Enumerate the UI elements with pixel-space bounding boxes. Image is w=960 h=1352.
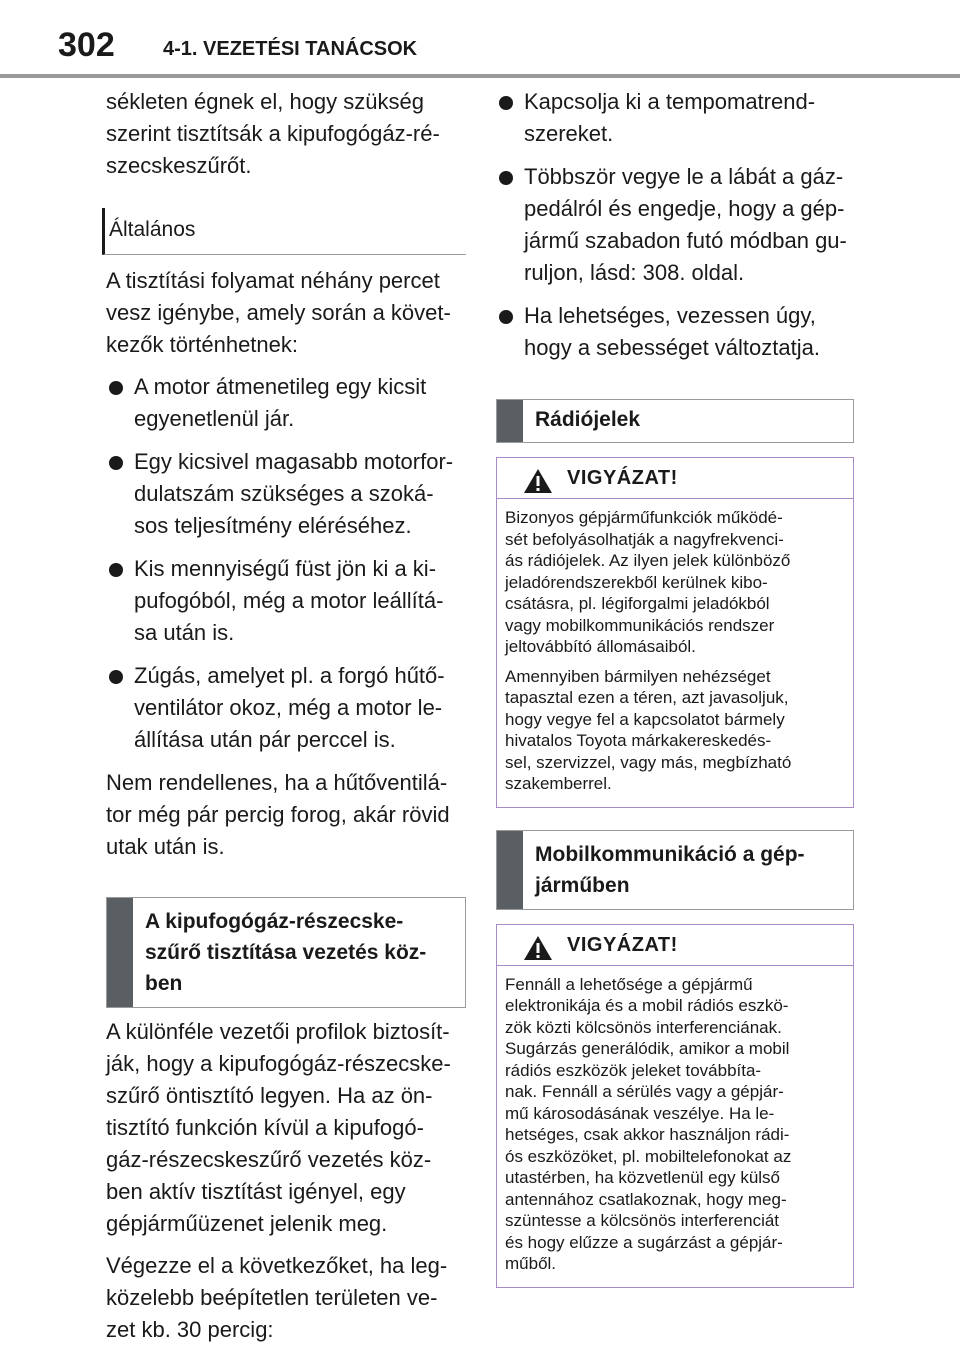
warning-paragraph: Fennáll a lehetősége a gépjármű elektronikája és a mobil rádiós eszkö- zök közti kölcsönös interferenciának. Sugárzás generálódik, amikor a mobil rádiós eszközök jeleket továbbíta- nak. Fennáll a sérülés vagy a gépjár- mű károsodásának veszélye. Ha le- hetséges, csak akkor használjon rádi- ós eszközöket, pl. mobiltelefonokat az utastérben, ha közvetlenül egy külső antennához csatlakoznak, hogy meg- szüntesse a kölcsönös interferenciát és hogy elűzze a sugárzást a gépjár- műből. [505,974,792,1273]
warning-box-mobile [496,924,854,1288]
page-number: 302 [58,26,115,64]
bullet-icon [499,96,513,110]
warning-triangle-icon [523,468,553,494]
warning-paragraph: Bizonyos gépjárműfunkciók működé- sét befolyásolhatják a nagyfrekvenci- ás rádiójelek. Az ilyen jelek különböző jeladórendszerekből kerülnek kibo- csátásra, pl. légiforgalmi jeladókból vagy mobilkommunikációs rendszer jeltovábbító állomásaiból. [505,508,791,656]
section-heading-filter-cleaning: A kipufogógáz-részecske- szűrő tisztítása vezetés köz- ben [106,897,466,1008]
header-rule [0,74,960,78]
warning-triangle-icon [523,935,553,961]
paragraph-instructions: Végezze el a következőket, ha leg- közelebb beépítetlen területen ve- zet kb. 30 percig: [106,1253,448,1342]
bullet-item: Egy kicsivel magasabb motorfor- dulatszám szükséges a szoká- sos teljesítmény eléréséhez. [106,446,466,542]
paragraph-cleaning-process: A tisztítási folyamat néhány percet vesz igénybe, amely során a követ- kezők történhetnek: [106,268,451,357]
section-heading-radio-signals: Rádiójelek [496,399,854,443]
page-header [0,0,960,80]
bullet-icon [109,381,123,395]
bullet-item: Ha lehetséges, vezessen úgy, hogy a sebességet változtatja. [496,300,856,364]
heading-bar [497,400,523,442]
section-title: 4-1. VEZETÉSI TANÁCSOK [163,38,418,60]
heading-bar [497,831,523,909]
heading-bar [107,898,133,1007]
bullet-item: Zúgás, amelyet pl. a forgó hűtő- ventilátor okoz, még a motor le- állítása után pár perccel is. [106,660,466,756]
bullet-icon [499,171,513,185]
warning-title: VIGYÁZAT! [567,467,678,489]
paragraph-fan-note: Nem rendellenes, ha a hűtőventilá- tor még pár percig forog, akár rövid utak után is. [106,770,450,859]
paragraph-driving-profiles: A különféle vezetői profilok biztosít- ják, hogy a kipufogógáz-részecske- szűrő öntisztító legyen. Ha az ön- tisztító funkción kívül a kipufogó- gáz-részecskeszűrő vezetés köz- ben aktív tisztítást igényel, egy gépjárműüzenet jelenik meg. [106,1019,451,1236]
warning-box-radio [496,457,854,808]
warning-paragraph: Amennyiben bármilyen nehézséget tapasztal ezen a téren, azt javasoljuk, hogy vegye fel a kapcsolatot bármely hivatalos Toyota márkakereskedés- sel, szervizzel, vagy más, megbízható szakemberrel. [505,666,792,793]
bullet-icon [499,310,513,324]
section-heading-mobile-communication: Mobilkommunikáció a gép- járműben [496,830,854,910]
bullet-item: A motor átmenetileg egy kicsit egyenetlenül jár. [106,371,466,435]
intro-paragraph: sékleten égnek el, hogy szükség szerint tisztítsák a kipufogógáz-ré- szecskeszűrőt. [106,89,440,178]
bullet-item: Többször vegye le a lábát a gáz- pedálról és engedje, hogy a gép- jármű szabadon futó módban gu- ruljon, lásd: 308. oldal. [496,161,856,289]
subheading-general: Általános [102,208,466,255]
bullet-item: Kis mennyiségű füst jön ki a ki- pufogóból, még a motor leállítá- sa után is. [106,553,466,649]
warning-title: VIGYÁZAT! [567,933,678,956]
left-column [106,80,466,1346]
bullet-item: Kapcsolja ki a tempomatrend- szereket. [496,86,856,150]
bullet-icon [109,563,123,577]
right-column [496,80,856,1288]
bullet-icon [109,456,123,470]
bullet-icon [109,670,123,684]
